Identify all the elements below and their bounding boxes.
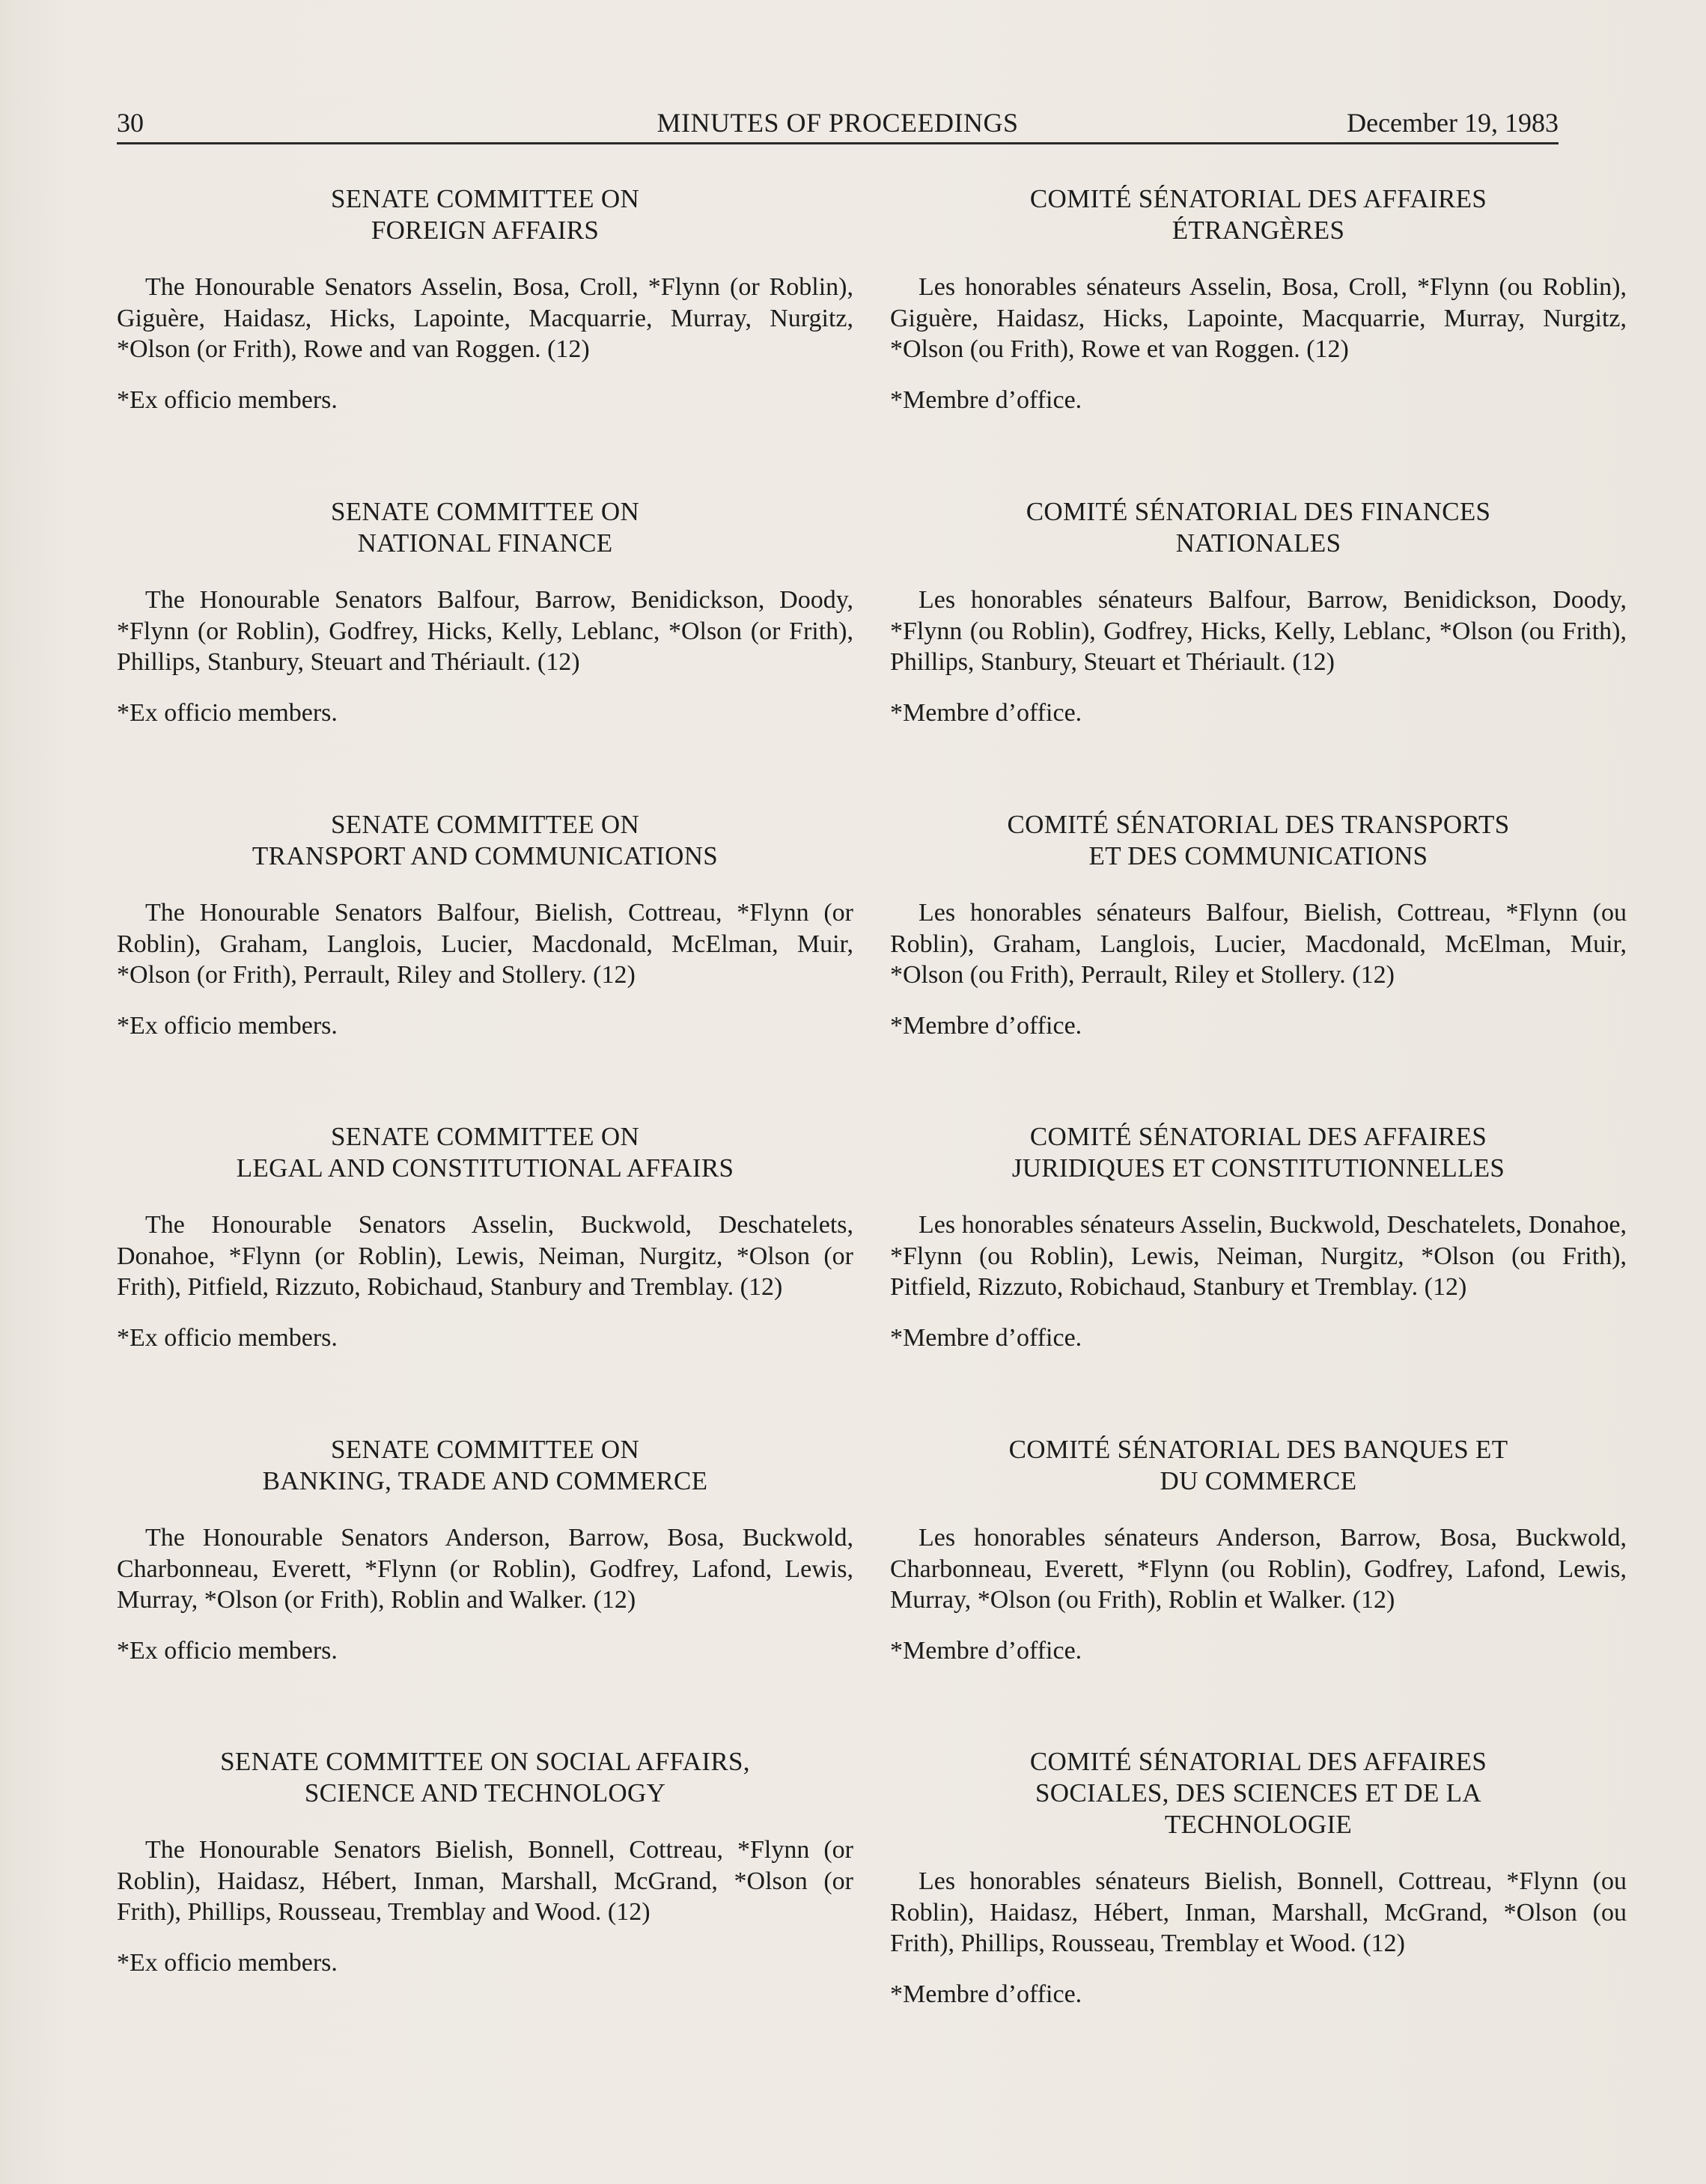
member-list: Les honorables sénateurs Balfour, Bielish, Cottreau, *Flynn (ou Roblin), Graham, Langlois, Lucier, Macdonald, McElman, Muir, *Olson (ou Frith), Perrault, Riley et Stollery. (12) (890, 899, 1627, 989)
committee-heading (117, 1434, 853, 1497)
committee-section-national-finance (117, 496, 853, 729)
committee-heading (890, 1121, 1627, 1184)
membre-office-note: *Membre d’office. (890, 1636, 1082, 1665)
committee-heading (890, 1746, 1627, 1840)
heading-line: COMITÉ SÉNATORIAL DES AFFAIRES (1029, 1122, 1487, 1151)
running-title: MINUTES OF PROCEEDINGS (656, 108, 1019, 138)
membre-office-note: *Membre d’office. (890, 1011, 1082, 1040)
ex-officio-note: *Ex officio members. (117, 1948, 338, 1977)
comite-section-transports (890, 809, 1627, 1042)
heading-line: TECHNOLOGIE (1164, 1810, 1353, 1839)
committee-heading (117, 1121, 853, 1184)
ex-officio-note: *Ex officio members. (117, 698, 338, 727)
member-list: Les honorables sénateurs Asselin, Bosa, Croll, *Flynn (ou Roblin), Giguère, Haidasz, Hicks, Lapointe, Macquarrie, Murray, Nurgitz, *Olson (ou Frith), Rowe et van Roggen. (12) (890, 273, 1627, 363)
committee-heading (117, 1746, 853, 1809)
committee-heading (117, 183, 853, 246)
comite-section-banques (890, 1434, 1627, 1667)
committee-section-foreign-affairs (117, 183, 853, 416)
heading-line: SENATE COMMITTEE ON (330, 1435, 640, 1464)
page-number: 30 (117, 108, 144, 138)
heading-line: SENATE COMMITTEE ON (330, 1122, 640, 1151)
ex-officio-note: *Ex officio members. (117, 1011, 338, 1040)
page-header (117, 103, 1559, 144)
heading-line: TRANSPORT AND COMMUNICATIONS (252, 841, 719, 870)
member-list: Les honorables sénateurs Bielish, Bonnell, Cottreau, *Flynn (ou Roblin), Haidasz, Hébert, Inman, Marshall, McGrand, *Olson (ou Frith), Phillips, Rousseau, Tremblay et Wood. (12) (890, 1867, 1627, 1957)
committee-heading (117, 809, 853, 872)
committee-section-legal (117, 1121, 853, 1354)
membre-office-note: *Membre d’office. (890, 385, 1082, 414)
member-list: The Honourable Senators Anderson, Barrow, Bosa, Buckwold, Charbonneau, Everett, *Flynn (or Roblin), Godfrey, Lafond, Lewis, Murray, *Olson (or Frith), Roblin and Walker. (12) (117, 1524, 853, 1614)
member-list: Les honorables sénateurs Asselin, Buckwold, Deschatelets, Donahoe, *Flynn (ou Roblin), Lewis, Neiman, Nurgitz, *Olson (ou Frith), Pitfield, Rizzuto, Robichaud, Stanbury et Tremblay. (12) (890, 1211, 1627, 1301)
heading-line: COMITÉ SÉNATORIAL DES AFFAIRES (1029, 1747, 1487, 1776)
committee-section-transport (117, 809, 853, 1042)
member-list: The Honourable Senators Balfour, Barrow, Benidickson, Doody, *Flynn (or Roblin), Godfrey, Hicks, Kelly, Leblanc, *Olson (or Frith), Phillips, Stanbury, Steuart and Thériault. (12) (117, 586, 853, 676)
heading-line: NATIONALES (1175, 528, 1341, 558)
ex-officio-note: *Ex officio members. (117, 1323, 338, 1352)
heading-line: NATIONAL FINANCE (357, 528, 613, 558)
member-list: Les honorables sénateurs Balfour, Barrow, Benidickson, Doody, *Flynn (ou Roblin), Godfrey, Hicks, Kelly, Leblanc, *Olson (ou Frith), Phillips, Stanbury, Steuart et Thériault. (12) (890, 586, 1627, 676)
heading-line: COMITÉ SÉNATORIAL DES FINANCES (1026, 497, 1491, 526)
comite-section-affaires-sociales (890, 1746, 1627, 2010)
member-list: The Honourable Senators Bielish, Bonnell, Cottreau, *Flynn (or Roblin), Haidasz, Hébert, Inman, Marshall, McGrand, *Olson (or Frith), Phillips, Rousseau, Tremblay and Wood. (12) (117, 1836, 853, 1926)
committee-heading (890, 496, 1627, 559)
heading-line: SENATE COMMITTEE ON (330, 810, 640, 839)
heading-line: SENATE COMMITTEE ON SOCIAL AFFAIRS, (220, 1747, 750, 1776)
heading-line: SENATE COMMITTEE ON (330, 497, 640, 526)
heading-line: ET DES COMMUNICATIONS (1088, 841, 1428, 870)
membre-office-note: *Membre d’office. (890, 1980, 1082, 2008)
membre-office-note: *Membre d’office. (890, 1323, 1082, 1352)
membre-office-note: *Membre d’office. (890, 698, 1082, 727)
committee-heading (117, 496, 853, 559)
ex-officio-note: *Ex officio members. (117, 385, 338, 414)
heading-line: JURIDIQUES ET CONSTITUTIONNELLES (1011, 1153, 1505, 1183)
heading-line: COMITÉ SÉNATORIAL DES BANQUES ET (1008, 1435, 1508, 1464)
heading-line: SCIENCE AND TECHNOLOGY (304, 1778, 666, 1808)
member-list: Les honorables sénateurs Anderson, Barrow, Bosa, Buckwold, Charbonneau, Everett, *Flynn (ou Roblin), Godfrey, Lafond, Lewis, Murray, *Olson (ou Frith), Roblin et Walker. (12) (890, 1524, 1627, 1614)
committee-section-banking (117, 1434, 853, 1667)
heading-line: SOCIALES, DES SCIENCES ET DE LA (1035, 1778, 1481, 1808)
heading-line: COMITÉ SÉNATORIAL DES AFFAIRES (1029, 184, 1487, 213)
heading-line: DU COMMERCE (1160, 1466, 1357, 1495)
heading-line: SENATE COMMITTEE ON (330, 184, 640, 213)
heading-line: BANKING, TRADE AND COMMERCE (262, 1466, 708, 1495)
member-list: The Honourable Senators Asselin, Bosa, Croll, *Flynn (or Roblin), Giguère, Haidasz, Hicks, Lapointe, Macquarrie, Murray, Nurgitz, *Olson (or Frith), Rowe and van Roggen. (12) (117, 273, 853, 363)
ex-officio-note: *Ex officio members. (117, 1636, 338, 1665)
committee-heading (890, 809, 1627, 872)
comite-section-juridiques (890, 1121, 1627, 1354)
heading-line: FOREIGN AFFAIRS (371, 216, 600, 245)
heading-line: ÉTRANGÈRES (1172, 216, 1345, 245)
heading-line: COMITÉ SÉNATORIAL DES TRANSPORTS (1007, 810, 1510, 839)
comite-section-finances-nationales (890, 496, 1627, 729)
committee-section-social-affairs (117, 1746, 853, 1979)
page-date: December 19, 1983 (1347, 108, 1559, 138)
committee-heading (890, 183, 1627, 246)
member-list: The Honourable Senators Balfour, Bielish, Cottreau, *Flynn (or Roblin), Graham, Langlois, Lucier, Macdonald, McElman, Muir, *Olson (or Frith), Perrault, Riley and Stollery. (12) (117, 899, 853, 989)
heading-line: LEGAL AND CONSTITUTIONAL AFFAIRS (236, 1153, 734, 1183)
comite-section-affaires-etrangeres (890, 183, 1627, 416)
member-list: The Honourable Senators Asselin, Buckwold, Deschatelets, Donahoe, *Flynn (or Roblin), Lewis, Neiman, Nurgitz, *Olson (or Frith), Pitfield, Rizzuto, Robichaud, Stanbury and Tremblay. (12) (117, 1211, 853, 1301)
committee-heading (890, 1434, 1627, 1497)
